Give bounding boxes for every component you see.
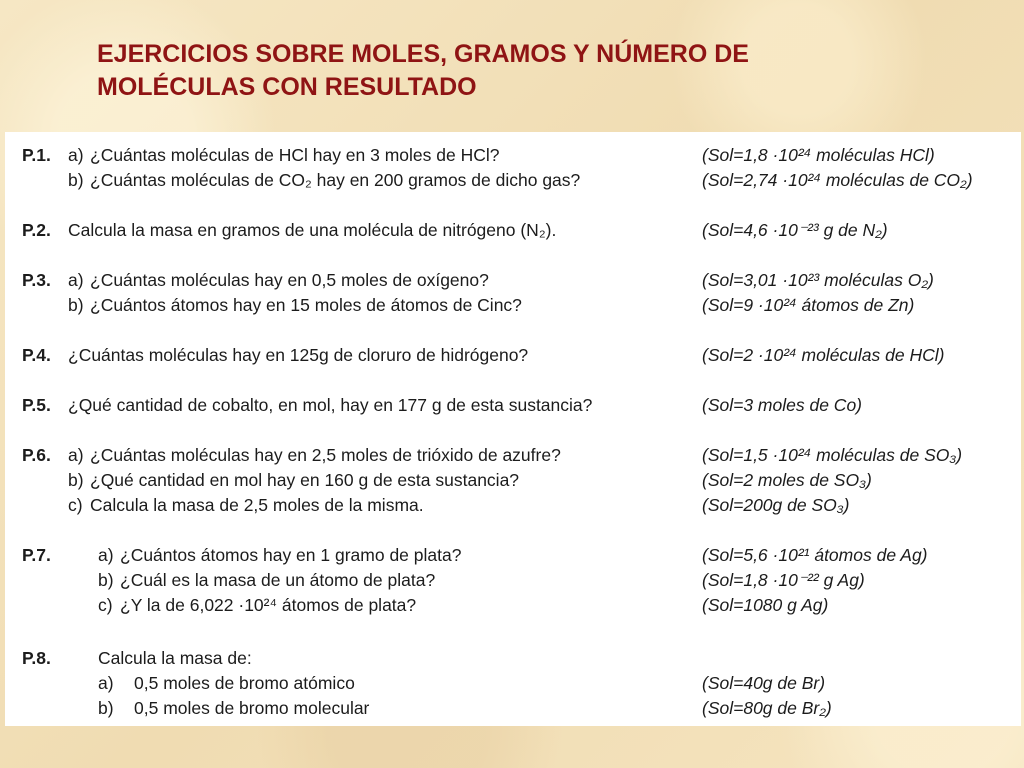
question-text: ¿Cuántos átomos hay en 15 moles de átomos de Cinc?	[90, 295, 522, 315]
item-marker: a)	[68, 270, 84, 290]
question-text: ¿Qué cantidad en mol hay en 160 g de esta sustancia?	[90, 470, 520, 490]
p6-row-c	[5, 493, 1021, 518]
p8-row-b	[5, 696, 1021, 721]
item-marker: b)	[68, 170, 84, 190]
item-marker: b)	[68, 295, 84, 315]
p3-row-a	[5, 268, 1021, 293]
question-text: 0,5 moles de bromo molecular	[134, 698, 370, 718]
p6-row-a	[5, 443, 1021, 468]
p4-row	[5, 343, 1021, 368]
item-marker: a)	[68, 145, 84, 165]
item-marker: b)	[98, 698, 114, 718]
question-text: ¿Cuántas moléculas hay en 0,5 moles de oxígeno?	[90, 270, 489, 290]
item-marker: c)	[98, 595, 113, 615]
item-marker: c)	[68, 495, 83, 515]
p1-row-a	[5, 143, 1021, 168]
solution-text: (Sol=80g de Br₂)	[702, 698, 832, 718]
solution-text: (Sol=40g de Br)	[702, 673, 826, 693]
problem-number: P.4.	[22, 345, 51, 365]
item-marker: a)	[98, 545, 114, 565]
solution-text: (Sol=3,01 ·10²³ moléculas O₂)	[702, 270, 934, 290]
solution-text: (Sol=1080 g Ag)	[702, 595, 829, 615]
p7-row-c	[5, 593, 1021, 618]
question-text: ¿Qué cantidad de cobalto, en mol, hay en 177 g de esta sustancia?	[68, 395, 593, 415]
question-text: Calcula la masa en gramos de una molécula de nitrógeno (N₂).	[68, 220, 557, 240]
question-text: 0,5 moles de bromo atómico	[134, 673, 355, 693]
problem-number: P.2.	[22, 220, 51, 240]
p2-row	[5, 218, 1021, 243]
question-text: ¿Cuántas moléculas hay en 125g de cloruro de hidrógeno?	[68, 345, 529, 365]
problem-number: P.3.	[22, 270, 51, 290]
question-text: Calcula la masa de 2,5 moles de la misma.	[90, 495, 424, 515]
question-text: Calcula la masa de:	[98, 648, 252, 668]
p5-row	[5, 393, 1021, 418]
p8-row-a	[5, 671, 1021, 696]
problem-number: P.6.	[22, 445, 51, 465]
solution-text: (Sol=5,6 ·10²¹ átomos de Ag)	[702, 545, 928, 565]
question-text: ¿Cuántos átomos hay en 1 gramo de plata?	[120, 545, 462, 565]
p7-row-b	[5, 568, 1021, 593]
question-text: ¿Cuántas moléculas de CO₂ hay en 200 gramos de dicho gas?	[90, 170, 581, 190]
problem-number: P.5.	[22, 395, 51, 415]
p7-row-a	[5, 543, 1021, 568]
item-marker: a)	[98, 673, 114, 693]
solution-text: (Sol=3 moles de Co)	[702, 395, 863, 415]
question-text: ¿Cuántas moléculas de HCl hay en 3 moles de HCl?	[90, 145, 500, 165]
item-marker: b)	[68, 470, 84, 490]
p6-row-b	[5, 468, 1021, 493]
problem-number: P.8.	[22, 648, 51, 668]
title-line-2: MOLÉCULAS CON RESULTADO	[97, 73, 477, 101]
question-text: ¿Cuántas moléculas hay en 2,5 moles de trióxido de azufre?	[90, 445, 561, 465]
solution-text: (Sol=1,5 ·10²⁴ moléculas de SO₃)	[702, 445, 963, 465]
solution-text: (Sol=200g de SO₃)	[702, 495, 850, 515]
solution-text: (Sol=1,8 ·10⁻²² g Ag)	[702, 570, 865, 590]
p8-row-intro	[5, 646, 1021, 671]
solution-text: (Sol=2 moles de SO₃)	[702, 470, 872, 490]
item-marker: a)	[68, 445, 84, 465]
solution-text: (Sol=2,74 ·10²⁴ moléculas de CO₂)	[702, 170, 973, 190]
solution-text: (Sol=4,6 ·10⁻²³ g de N₂)	[702, 220, 888, 240]
solution-text: (Sol=1,8 ·10²⁴ moléculas HCl)	[702, 145, 935, 165]
question-text: ¿Cuál es la masa de un átomo de plata?	[120, 570, 436, 590]
problem-number: P.7.	[22, 545, 51, 565]
solution-text: (Sol=9 ·10²⁴ átomos de Zn)	[702, 295, 915, 315]
exercise-panel	[5, 132, 1021, 726]
solution-text: (Sol=2 ·10²⁴ moléculas de HCl)	[702, 345, 945, 365]
question-text: ¿Y la de 6,022 ·10²⁴ átomos de plata?	[120, 595, 417, 615]
p1-row-b	[5, 168, 1021, 193]
title-line-1: EJERCICIOS SOBRE MOLES, GRAMOS Y NÚMERO DE	[97, 40, 749, 68]
p3-row-b	[5, 293, 1021, 318]
item-marker: b)	[98, 570, 114, 590]
problem-number: P.1.	[22, 145, 51, 165]
page-title	[97, 38, 897, 104]
